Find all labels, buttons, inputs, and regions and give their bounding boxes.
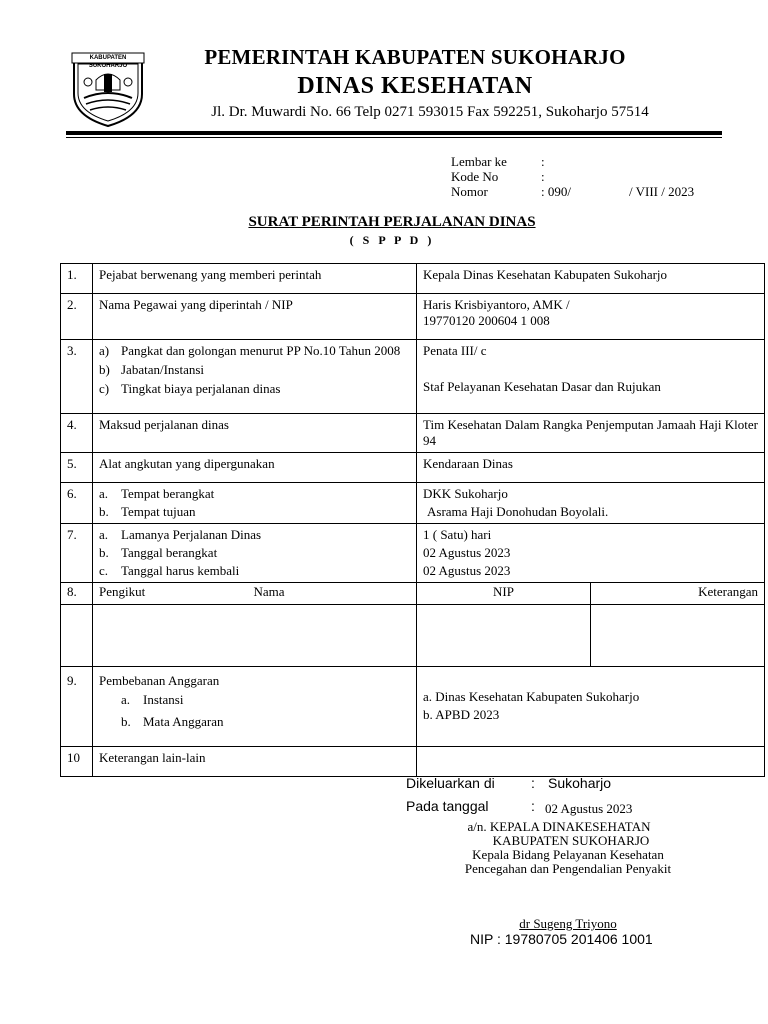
row-number: 9. <box>61 667 93 747</box>
budget-account: b. APBD 2023 <box>423 707 500 722</box>
nomor-suffix: / VIII / 2023 <box>629 184 695 199</box>
sub-key: c) <box>99 381 110 396</box>
row-value: Tim Kesehatan Dalam Rangka Penjemputan Jamaah Haji Kloter 94 <box>417 414 765 453</box>
row-value: Kepala Dinas Kesehatan Kabupaten Sukoharjo <box>417 264 765 294</box>
row-value: Kendaraan Dinas <box>417 453 765 483</box>
table-row <box>61 340 765 414</box>
row-number: 8. <box>61 583 93 605</box>
sub-label: Tingkat biaya perjalanan dinas <box>121 381 281 396</box>
departure-date: 02 Agustus 2023 <box>423 545 511 560</box>
row-label <box>93 667 417 747</box>
sub-label: Lamanya Perjalanan Dinas <box>121 527 262 542</box>
sub-label: Instansi <box>143 692 184 707</box>
sppd-table <box>60 263 765 777</box>
row-number: 1. <box>61 264 93 294</box>
document-subtitle: ( S P P D ) <box>349 233 435 247</box>
table-row <box>61 264 765 294</box>
issued-at-colon: : <box>531 775 535 791</box>
row-label: Keterangan lain-lain <box>93 747 417 777</box>
destination-place: Asrama Haji Donohudan Boyolali. <box>427 504 609 519</box>
lembar-label: Lembar ke <box>451 154 507 169</box>
kode-label: Kode No <box>451 169 499 184</box>
duration-value: 1 ( Satu) hari <box>423 527 492 542</box>
table-row <box>61 667 765 747</box>
regency-line: KABUPATEN SUKOHARJO <box>492 833 650 848</box>
row-number: 3. <box>61 340 93 414</box>
table-row <box>61 453 765 483</box>
row-number: 6. <box>61 483 93 524</box>
table-row <box>61 524 765 583</box>
sub-key: b. <box>99 545 109 560</box>
position-value: Staf Pelayanan Kesehatan Dasar dan Rujukan <box>423 379 661 394</box>
nomor-label: Nomor <box>451 184 488 199</box>
companion-note-cell <box>591 605 765 667</box>
nomor-value: : 090/ <box>541 184 571 199</box>
row-value <box>417 340 765 414</box>
sub-key: b) <box>99 362 110 377</box>
sub-label: Tempat berangkat <box>121 486 215 501</box>
sub-key: a. <box>99 527 109 542</box>
table-row <box>61 294 765 340</box>
sub-key: a) <box>99 343 110 358</box>
sub-key: a. <box>99 486 109 501</box>
sub-key: b. <box>121 714 131 729</box>
division-head-line1: Kepala Bidang Pelayanan Kesehatan <box>472 847 664 862</box>
row-number: 4. <box>61 414 93 453</box>
budget-institution: a. Dinas Kesehatan Kabupaten Sukoharjo <box>423 689 640 704</box>
signer-name: dr Sugeng Triyono <box>519 916 617 931</box>
companion-label: Pengikut <box>99 584 146 599</box>
regency-logo <box>66 50 150 128</box>
sub-label: Jabatan/Instansi <box>121 362 205 377</box>
sub-key: a. <box>121 692 131 707</box>
issue-date-colon: : <box>531 798 535 814</box>
header-address: Jl. Dr. Muwardi No. 66 Telp 0271 593015 Fax 592251, Sukoharjo 57514 <box>211 104 649 120</box>
row-value <box>417 483 765 524</box>
row-number: 7. <box>61 524 93 583</box>
name-column-header: Nama <box>253 584 285 599</box>
logo-text: KABUPATEN SUKOHARJO <box>88 55 128 69</box>
companion-nip-cell <box>417 605 591 667</box>
row-label <box>93 483 417 524</box>
row-label: Pejabat berwenang yang memberi perintah <box>93 264 417 294</box>
keterangan-column-header: Keterangan <box>591 583 765 605</box>
row-value <box>417 524 765 583</box>
companion-name-cell <box>93 605 417 667</box>
issued-at-value: Sukoharjo <box>548 775 612 791</box>
budget-label: Pembebanan Anggaran <box>99 673 220 688</box>
lembar-colon: : <box>541 154 545 169</box>
sub-label: Tempat tujuan <box>121 504 196 519</box>
row-number: 5. <box>61 453 93 483</box>
row-number: 2. <box>61 294 93 340</box>
row-value <box>417 294 765 340</box>
sub-key: b. <box>99 504 109 519</box>
kode-colon: : <box>541 169 545 184</box>
header-rule-thin <box>66 137 722 138</box>
header-rule-thick <box>66 131 722 135</box>
row-label <box>93 524 417 583</box>
row-value <box>417 747 765 777</box>
issued-at-label: Dikeluarkan di <box>406 775 495 791</box>
table-row <box>61 747 765 777</box>
row-label <box>93 340 417 414</box>
row-number: 10 <box>61 747 93 777</box>
table-row <box>61 414 765 453</box>
on-behalf-line: a/n. KEPALA DINAKESEHATAN <box>467 819 651 834</box>
row-label <box>93 583 417 605</box>
header-government: PEMERINTAH KABUPATEN SUKOHARJO <box>204 45 626 69</box>
sub-key: c. <box>99 563 109 578</box>
row-value <box>417 667 765 747</box>
nip-column-header: NIP <box>417 583 591 605</box>
issue-date-label: Pada tanggal <box>406 798 489 814</box>
departure-place: DKK Sukoharjo <box>423 486 508 501</box>
rank-value: Penata III/ c <box>423 343 487 358</box>
sub-label: Mata Anggaran <box>143 714 224 729</box>
issue-date-value: 02 Agustus 2023 <box>545 801 633 816</box>
row-number <box>61 605 93 667</box>
row-label: Nama Pegawai yang diperintah / NIP <box>93 294 417 340</box>
signer-nip: NIP : 19780705 201406 1001 <box>470 931 653 947</box>
table-row <box>61 605 765 667</box>
row-label: Alat angkutan yang dipergunakan <box>93 453 417 483</box>
document-title: SURAT PERINTAH PERJALANAN DINAS <box>248 214 536 230</box>
return-date: 02 Agustus 2023 <box>423 563 511 578</box>
sub-label: Pangkat dan golongan menurut PP No.10 Tahun 2008 <box>121 343 401 358</box>
header-agency: DINAS KESEHATAN <box>297 73 533 99</box>
sub-label: Tanggal berangkat <box>121 545 218 560</box>
row-label: Maksud perjalanan dinas <box>93 414 417 453</box>
employee-name: Haris Krisbiyantoro, AMK / <box>423 297 570 312</box>
table-row <box>61 483 765 524</box>
table-row <box>61 583 765 605</box>
employee-nip: 19770120 200604 1 008 <box>423 313 550 328</box>
sub-label: Tanggal harus kembali <box>121 563 240 578</box>
division-head-line2: Pencegahan dan Pengendalian Penyakit <box>464 861 672 876</box>
